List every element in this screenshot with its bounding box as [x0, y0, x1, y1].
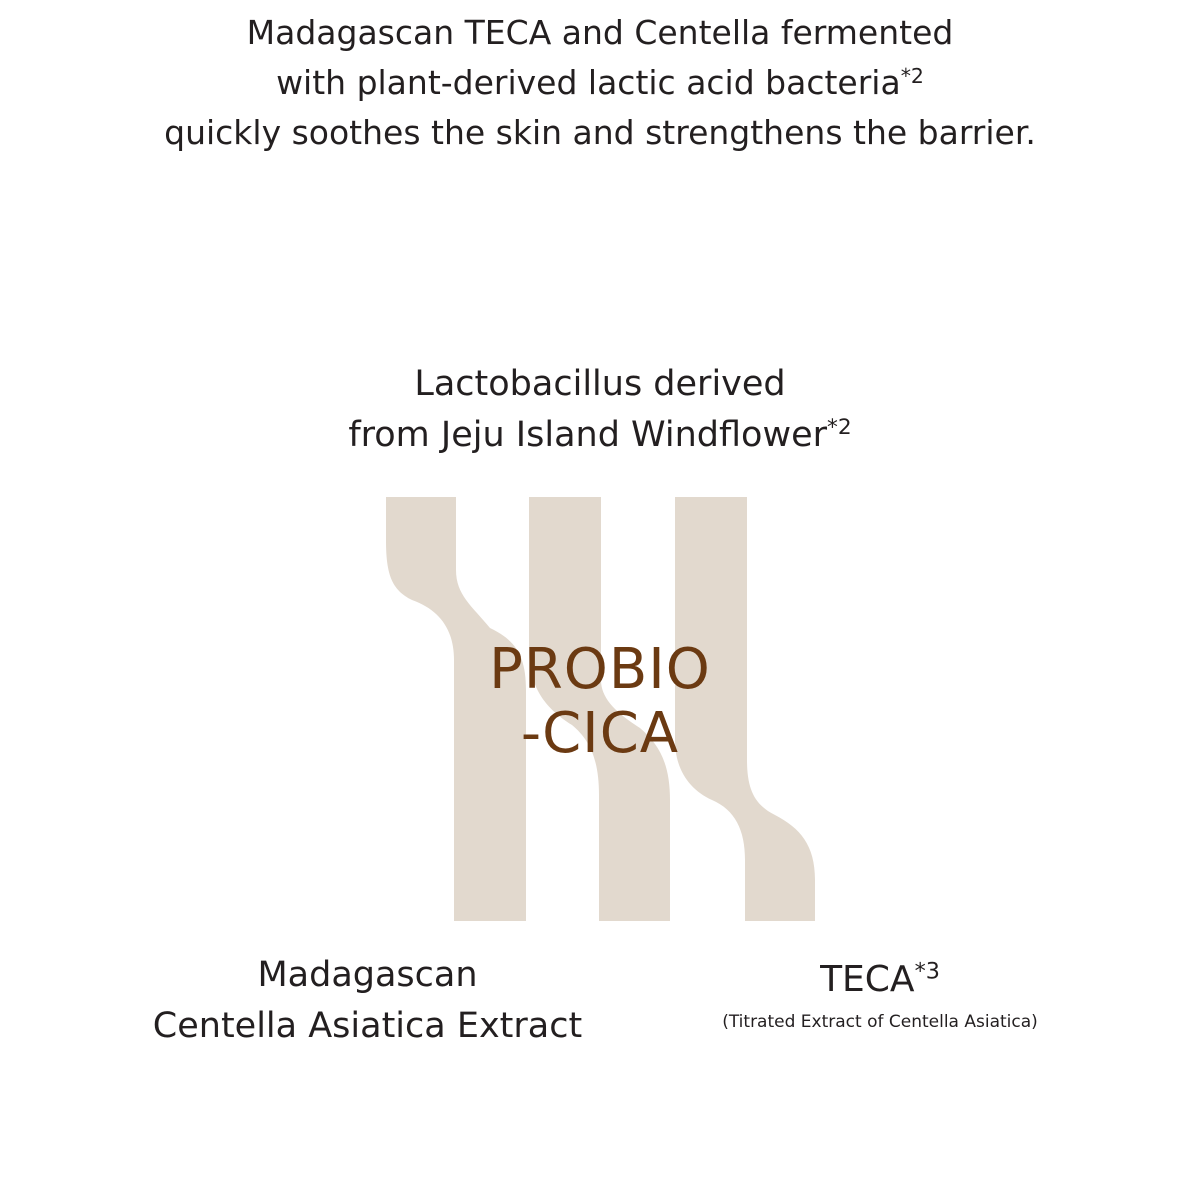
left-ingredient-line-2: Centella Asiatica Extract: [152, 1006, 583, 1046]
teca-name: TECA: [820, 959, 915, 1000]
right-ingredient-label: [680, 955, 1080, 1035]
lactobacillus-line-1: Lactobacillus derived: [414, 364, 786, 404]
intro-line-1: Madagascan TECA and Centella fermented: [246, 13, 954, 52]
left-ingredient-line-1: Madagascan: [257, 955, 478, 995]
probio-cica-label: [420, 638, 780, 766]
teca-subtitle: (Titrated Extract of Centella Asiatica): [722, 1012, 1038, 1032]
teca-footnote-marker: *3: [914, 958, 940, 985]
lactobacillus-footnote-marker: *2: [827, 415, 852, 441]
center-label-line-1: PROBIO: [489, 637, 711, 702]
intro-footnote-marker: *2: [900, 63, 924, 88]
lactobacillus-line-2-text: from Jeju Island Windflower: [348, 415, 828, 455]
left-ingredient-label: [100, 950, 635, 1052]
intro-line-2-text: with plant-derived lactic acid bacteria: [276, 63, 901, 102]
center-label-line-2: -CICA: [520, 701, 680, 766]
intro-line-3: quickly soothes the skin and strengthens the barrier.: [164, 113, 1036, 152]
teca-title: [680, 955, 1080, 1005]
